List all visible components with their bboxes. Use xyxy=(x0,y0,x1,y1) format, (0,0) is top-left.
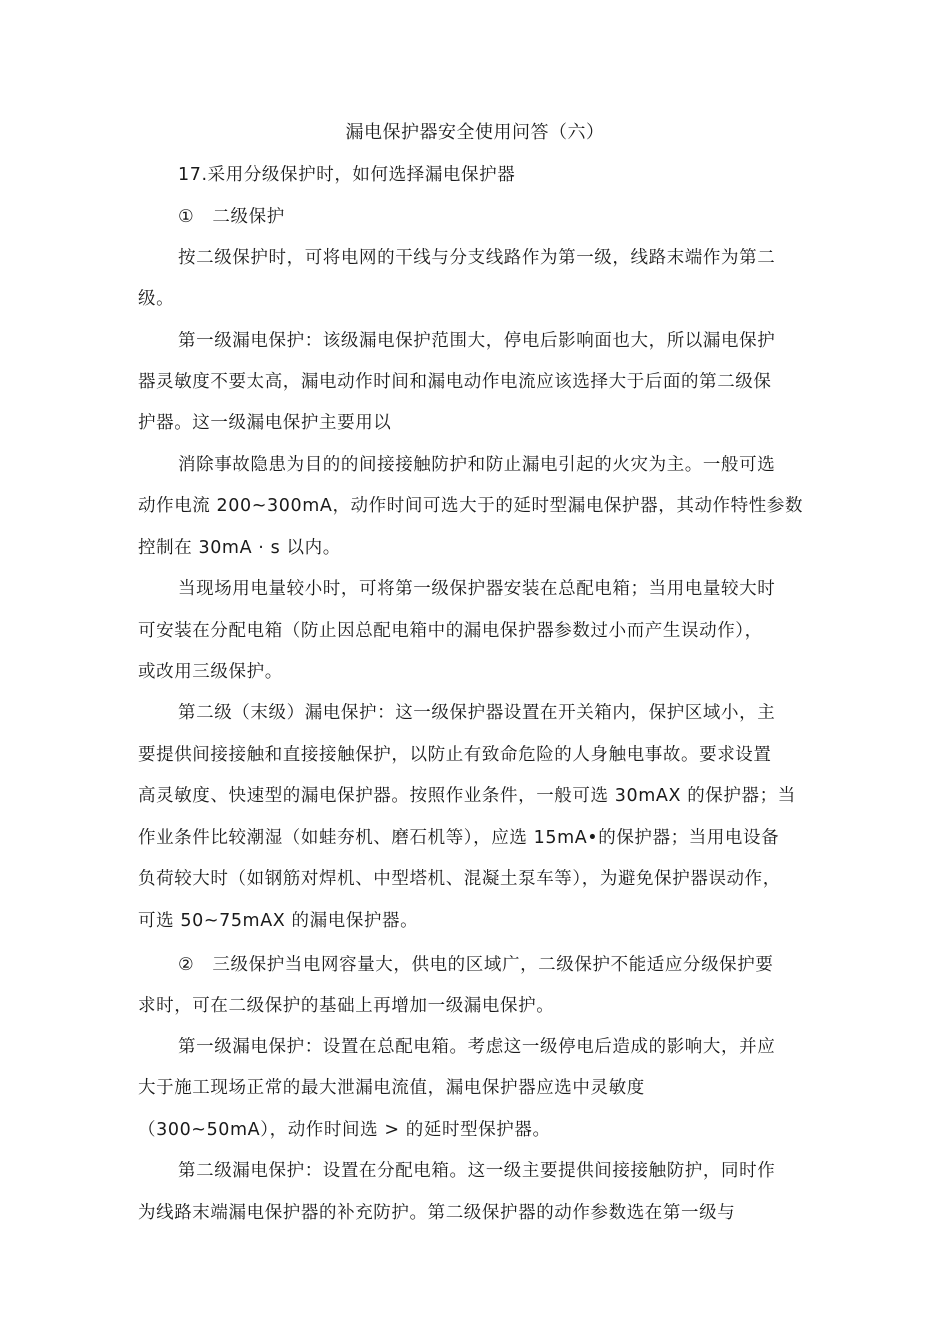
paragraph-line: 或改用三级保护。 xyxy=(138,662,283,682)
paragraph-line: 按二级保护时，可将电网的干线与分支线路作为第一级，线路末端作为第二 xyxy=(178,248,776,268)
paragraph-line: 消除事故隐患为目的的间接接触防护和防止漏电引起的火灾为主。一般可选 xyxy=(178,455,776,475)
paragraph-line: 护器。这一级漏电保护主要用以 xyxy=(138,413,392,433)
paragraph-line: 器灵敏度不要太高，漏电动作时间和漏电动作电流应该选择大于后面的第二级保 xyxy=(138,372,772,392)
paragraph-line: 当现场用电量较小时，可将第一级保护器安装在总配电箱；当用电量较大时 xyxy=(178,579,776,599)
section-heading-17: 17.采用分级保护时，如何选择漏电保护器 xyxy=(178,165,516,185)
paragraph-line: 控制在 30mA · s 以内。 xyxy=(138,538,341,558)
paragraph-line: 负荷较大时（如钢筋对焊机、中型塔机、混凝土泵车等），为避免保护器误动作， xyxy=(138,869,781,889)
paragraph-line: （300~50mA），动作时间选 > 的延时型保护器。 xyxy=(138,1120,551,1140)
paragraph-line: 第二级漏电保护：设置在分配电箱。这一级主要提供间接接触防护，同时作 xyxy=(178,1161,776,1181)
paragraph-line: 动作电流 200~300mA，动作时间可选大于的延时型漏电保护器，其动作特性参数 xyxy=(138,496,804,516)
subheading-three-level: ② 三级保护当电网容量大，供电的区域广，二级保护不能适应分级保护要 xyxy=(178,955,774,975)
document-title: 漏电保护器安全使用问答（六） xyxy=(345,122,605,143)
paragraph-line: 可安装在分配电箱（防止因总配电箱中的漏电保护器参数过小而产生误动作）， xyxy=(138,621,763,641)
subheading-two-level: ① 二级保护 xyxy=(178,207,285,227)
paragraph-line: 第一级漏电保护：设置在总配电箱。考虑这一级停电后造成的影响大，并应 xyxy=(178,1037,776,1057)
paragraph-line: 第二级（末级）漏电保护：这一级保护器设置在开关箱内，保护区域小，主 xyxy=(178,703,776,723)
paragraph-line: 大于施工现场正常的最大泄漏电流值，漏电保护器应选中灵敏度 xyxy=(138,1078,645,1098)
paragraph-line: 求时，可在二级保护的基础上再增加一级漏电保护。 xyxy=(138,996,555,1016)
paragraph-line: 为线路末端漏电保护器的补充防护。第二级保护器的动作参数选在第一级与 xyxy=(138,1203,736,1223)
paragraph-line: 级。 xyxy=(138,289,175,309)
paragraph-line: 要提供间接接触和直接接触保护，以防止有致命危险的人身触电事故。要求设置 xyxy=(138,745,772,765)
paragraph-line: 作业条件比较潮湿（如蛙夯机、磨石机等），应选 15mA•的保护器；当用电设备 xyxy=(138,828,780,848)
paragraph-line: 第一级漏电保护：该级漏电保护范围大，停电后影响面也大，所以漏电保护 xyxy=(178,331,776,351)
paragraph-line: 可选 50~75mAX 的漏电保护器。 xyxy=(138,911,419,931)
paragraph-line: 高灵敏度、快速型的漏电保护器。按照作业条件，一般可选 30mAX 的保护器；当 xyxy=(138,786,796,806)
